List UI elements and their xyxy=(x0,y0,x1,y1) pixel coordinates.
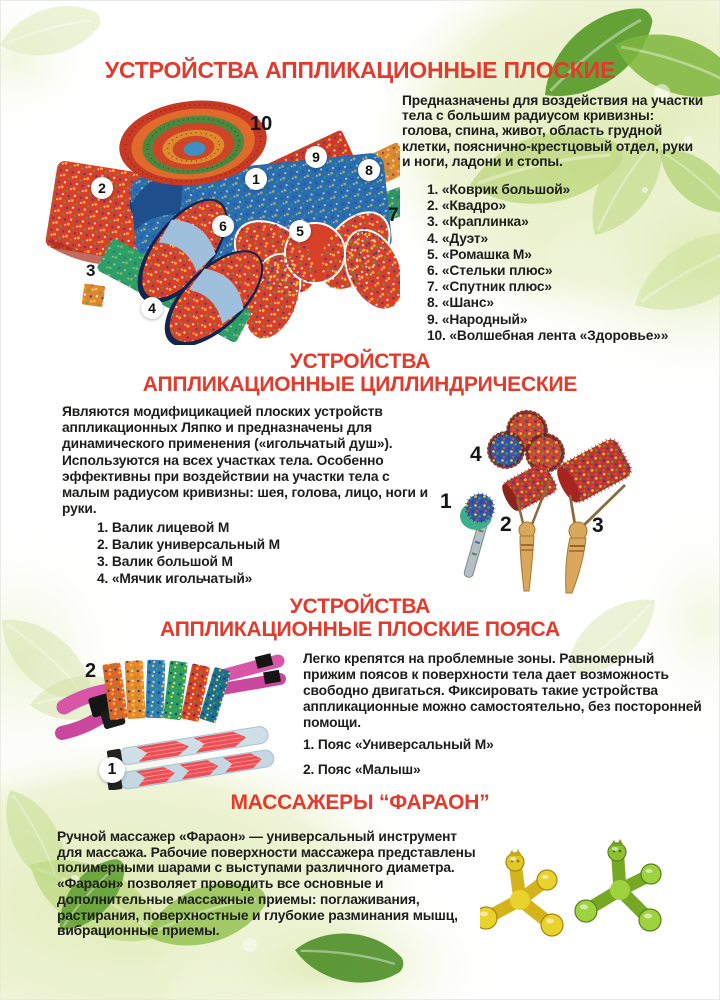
list-item: 2. «Квадро» xyxy=(427,198,507,214)
list-item: 2. Валик универсальный М xyxy=(97,537,280,552)
flat-figure-label-2: 2 xyxy=(91,177,113,199)
section2-title-line2: АППЛИКАЦИОННЫЕ ЦИЛЛИНДРИЧЕСКИЕ xyxy=(142,373,578,396)
section4-title: МАССАЖЕРЫ “ФАРАОН” xyxy=(230,791,490,814)
flat-figure-label-6: 6 xyxy=(212,215,234,237)
belts-figure-label-1: 1 xyxy=(99,757,125,783)
section1-description: Предназначены для воздействия на участки тела с большим радиусом кривизны: голова, спина, живот, область грудной клетки, пояснично-крестцовый отдел, руки и ноги, ладони и стопы. xyxy=(402,93,704,169)
list-item: 2. Пояс «Малыш» xyxy=(303,762,421,777)
list-item: 4. «Мячик игольчатый» xyxy=(97,571,253,586)
list-item: 1. Валик лицевой М xyxy=(97,520,230,535)
list-item: 5. «Ромашка М» xyxy=(427,246,532,262)
section3-title-line1: УСТРОЙСТВА xyxy=(289,595,431,618)
section1-title: УСТРОЙСТВА АППЛИКАЦИОННЫЕ ПЛОСКИЕ xyxy=(104,57,616,83)
flat-figure-label-4: 4 xyxy=(141,297,163,319)
section2-product-list xyxy=(97,519,357,587)
section3-description: Легко крепятся на проблемные зоны. Равномерный прижим поясов к поверхности тела дает возможность свободно двигаться. Фиксировать такие устройства аппликационные можно самостоятельно, без посторонней помощи. xyxy=(303,651,702,730)
list-item: 8. «Шанс» xyxy=(427,295,494,311)
section2-title-line1: УСТРОЙСТВА xyxy=(289,350,431,373)
list-item: 1. Пояс «Универсальный М» xyxy=(303,737,494,752)
rollers-figure-label-4: 4 xyxy=(470,443,482,466)
list-item: 6. «Стельки плюс» xyxy=(427,263,553,279)
section1-product-list xyxy=(427,182,707,344)
section4-description: Ручной массажер «Фараон» — универсальный инструмент для массажа. Рабочие поверхности массажера представлены полимерными шарами с выступами различного диаметра. «Фараон» позволяет проводить все основные и дополнительные массажные приемы: поглаживания, растирания, поверхностные и глубокие разминания мышц, вибрационные приемы. xyxy=(57,829,476,939)
section3-title-line2: АППЛИКАЦИОННЫЕ ПЛОСКИЕ ПОЯСА xyxy=(160,618,560,641)
rollers-figure-label-2: 2 xyxy=(500,513,512,536)
flat-figure-label-10: 10 xyxy=(250,113,273,135)
rollers-figure-label-3: 3 xyxy=(592,514,604,537)
flat-figure-label-5: 5 xyxy=(289,220,311,242)
list-item: 1. «Коврик большой» xyxy=(427,182,571,197)
flat-figure-label-9: 9 xyxy=(305,146,327,168)
flat-figure-label-1: 1 xyxy=(245,168,267,190)
section2-description: Являются модифицикацией плоских устройств аппликационных Ляпко и предназначены для динамического применения («игольчатый душ»). Используются на всех участках тела. Особенно эффективны при воздействии на участки тела с малым радиусом кривизны: шея, голова, лицо, ноги и руки. xyxy=(62,404,428,517)
list-item: 10. «Волшебная лента «Здоровье»» xyxy=(427,327,669,343)
section3-product-list xyxy=(303,737,603,787)
flat-figure-label-3: 3 xyxy=(86,261,96,280)
list-item: 3. Валик большой М xyxy=(97,554,233,569)
list-item: 7. «Спутник плюс» xyxy=(427,279,552,295)
rollers-figure xyxy=(420,405,700,595)
flat-figure-label-7: 7 xyxy=(388,205,399,226)
list-item: 3. «Краплинка» xyxy=(427,214,529,230)
list-item: 4. «Дуэт» xyxy=(427,230,489,246)
pharaoh-massagers-figure xyxy=(480,822,710,962)
flat-figure-label-8: 8 xyxy=(358,159,380,181)
list-item: 9. «Народный» xyxy=(427,311,528,327)
rollers-figure-label-1: 1 xyxy=(440,490,452,513)
belts-figure-label-2: 2 xyxy=(85,660,97,682)
